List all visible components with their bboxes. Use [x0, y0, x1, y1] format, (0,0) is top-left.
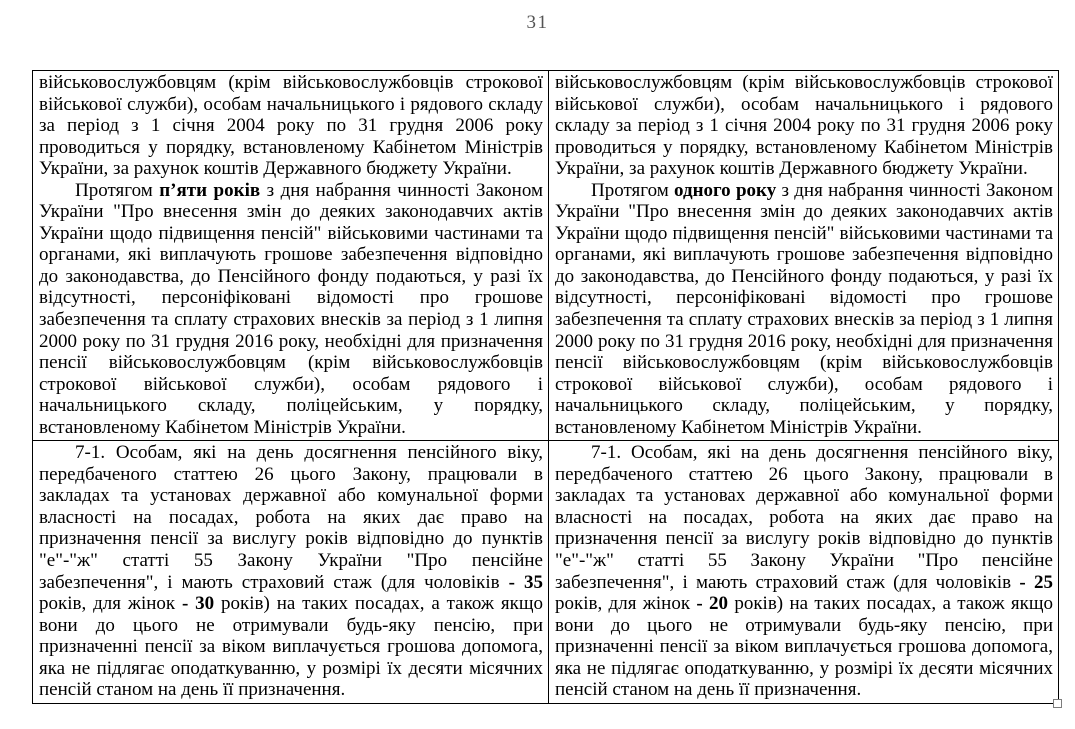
text-segment: 7-1. Особам, які на день досягнення пенсійного віку, передбаченого статтею 26 цього Закону, працювали в закладах та установах державної або комунальної форми власності на посадах, робота на яких дає право на призначення пенсії за вислугу років відповідно до пунктів "е"-"ж" статті 55 Закону України "Про пенсійне забезпечення", і мають страховий стаж (для чоловіків	[39, 442, 543, 593]
paragraph	[555, 72, 1053, 180]
text-segment: 7-1. Особам, які на день досягнення пенсійного віку, передбаченого статтею 26 цього Закону, працювали в закладах та установах державної або комунальної форми власності на посадах, робота на яких дає право на призначення пенсії за вислугу років відповідно до пунктів "е"-"ж" статті 55 Закону України "Про пенсійне забезпечення", і мають страховий стаж (для чоловіків	[555, 442, 1053, 593]
text-segment: з дня набрання чинності Законом України "Про внесення змін до деяких законодавчих актів України щодо підвищення пенсій" військовими частинами та органами, які виплачують грошове забезпечення відповідно до законодавства, до Пенсійного фонду подаються, у разі їх відсутності, персоніфіковані відомості про грошове забезпечення та сплату страхових внесків за період з 1 липня 2000 року по 31 грудня 2016 року, необхідні для призначення пенсії військовослужбовцям (крім військовослужбовців строкової військової служби), особам рядового і начальницького складу, поліцейським, у порядку, встановленому Кабінетом Міністрів України.	[555, 179, 1053, 438]
table-cell-left-bottom	[33, 441, 549, 704]
text-segment: військовослужбовцям (крім військовослужбовців строкової військової служби), особам начальницького і рядового складу за період з 1 січня 2004 року по 31 грудня 2006 року проводиться у порядку, встановленому Кабінетом Міністрів України, за рахунок коштів Державного бюджету України.	[555, 72, 1053, 180]
paragraph	[39, 180, 543, 439]
text-segment: Протягом	[75, 179, 160, 201]
text-segment: років, для жінок	[39, 593, 182, 615]
text-segment: з дня набрання чинності Законом України "Про внесення змін до деяких законодавчих актів України щодо підвищення пенсій" військовими частинами та органами, які виплачують грошове забезпечення відповідно до законодавства, до Пенсійного фонду подаються, у разі їх відсутності, персоніфіковані відомості про грошове забезпечення та сплату страхових внесків за період з 1 липня 2000 року по 31 грудня 2016 року, необхідні для призначення пенсії військовослужбовцям (крім військовослужбовців строкової військової служби), особам рядового і начальницького складу, поліцейським, у порядку, встановленому Кабінетом Міністрів України.	[39, 179, 543, 438]
text-segment: Протягом	[591, 179, 675, 201]
paragraph	[39, 72, 543, 180]
bold-text-segment: - 30	[182, 593, 215, 615]
page-number: 31	[526, 12, 549, 33]
comparison-table	[32, 70, 1059, 704]
table-cell-right-bottom	[549, 441, 1059, 704]
text-segment: років, для жінок	[555, 593, 697, 615]
paragraph	[39, 442, 543, 701]
text-segment: військовослужбовцям (крім військовослужбовців строкової військової служби), особам начальницького і рядового складу за період з 1 січня 2004 року по 31 грудня 2006 року проводиться у порядку, встановленому Кабінетом Міністрів України, за рахунок коштів Державного бюджету України.	[39, 72, 543, 180]
bold-text-segment: - 20	[696, 593, 729, 615]
table-cell-left-top	[33, 71, 549, 441]
bold-text-segment: п’яти років	[159, 179, 261, 201]
document-end-marker-icon	[1053, 699, 1062, 708]
bold-text-segment: - 35	[508, 571, 543, 593]
bold-text-segment: - 25	[1019, 571, 1053, 593]
paragraph	[555, 442, 1053, 701]
bold-text-segment: одного року	[674, 179, 777, 201]
table-row	[33, 441, 1059, 704]
table-cell-right-top	[549, 71, 1059, 441]
table-row	[33, 71, 1059, 441]
text-segment: років) на таких посадах, а також якщо вони до цього не отримували будь-яку пенсію, при призначенні пенсії за віком виплачується грошова допомога, яка не підлягає оподаткуванню, у розмірі їх десяти місячних пенсій станом на день її призначення.	[555, 593, 1053, 701]
text-segment: років) на таких посадах, а також якщо вони до цього не отримували будь-яку пенсію, при призначенні пенсії за віком виплачується грошова допомога, яка не підлягає оподаткуванню, у розмірі їх десяти місячних пенсій станом на день її призначення.	[39, 593, 543, 701]
paragraph	[555, 180, 1053, 439]
